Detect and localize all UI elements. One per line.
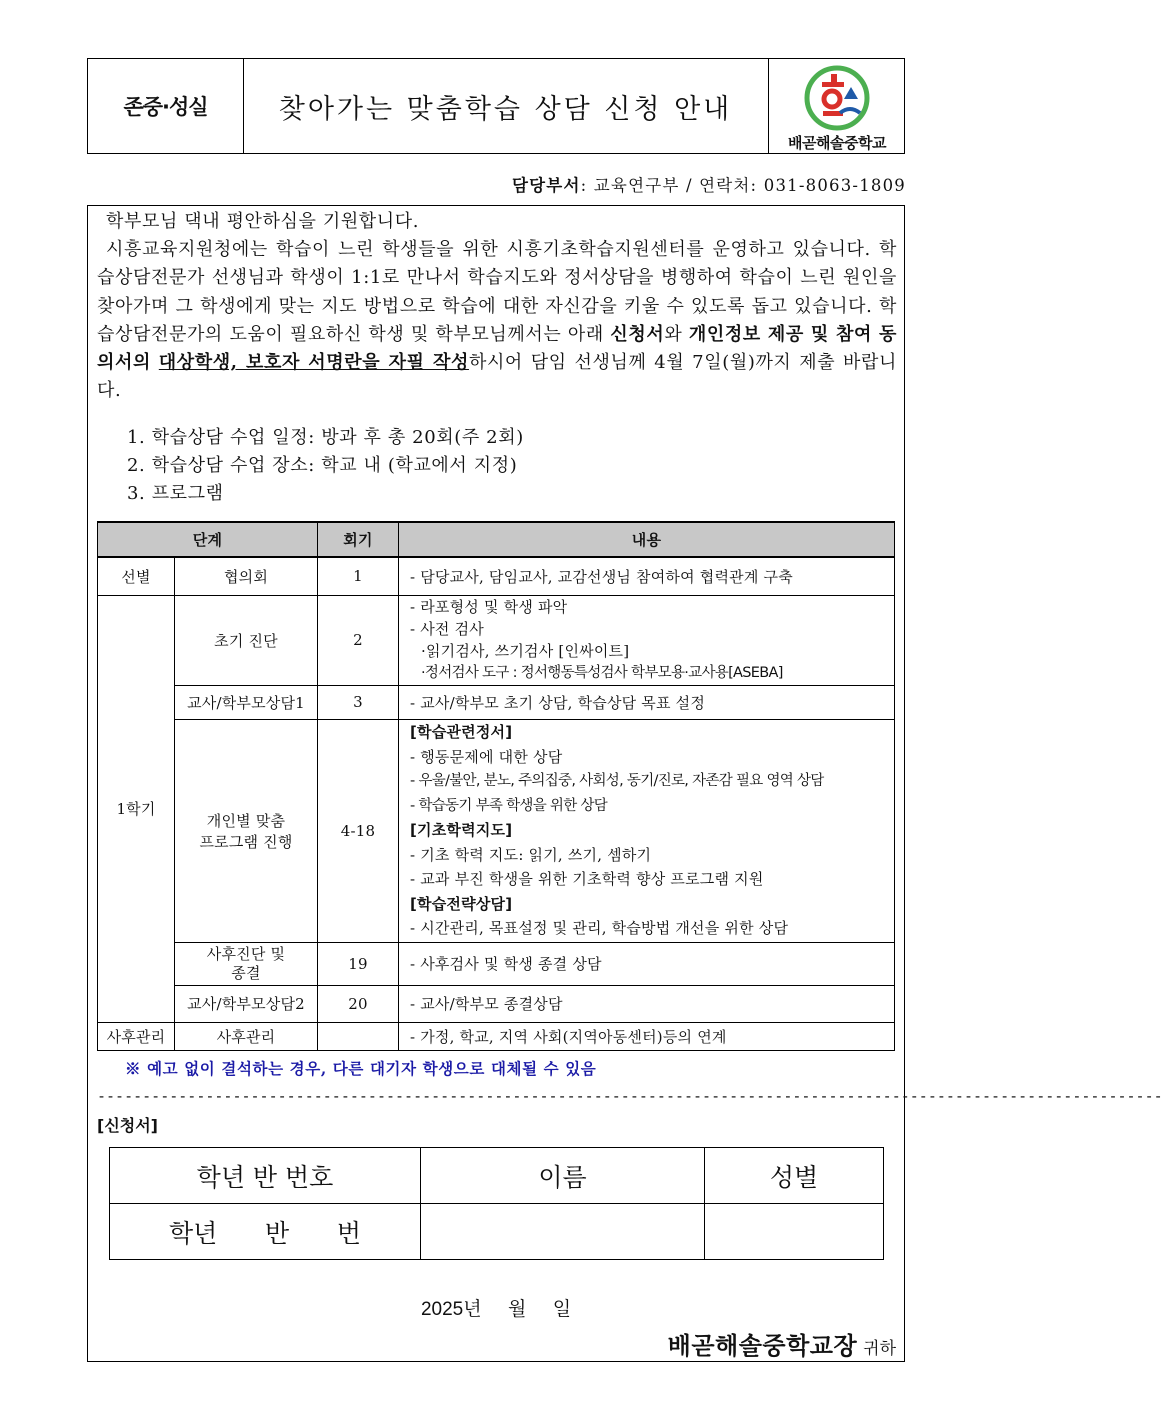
table-row [98,685,895,719]
content-line: - 우울/불안, 분노, 주의집중, 사회성, 동기/진로, 자존감 필요 영역 상담 [410,773,824,790]
gender-header: 성별 [705,1148,884,1204]
row-content: - 사후검사 및 학생 종결 상담 [399,942,895,985]
table-row [98,595,895,685]
row-session: 3 [318,685,399,719]
document-title: 찾아가는 맞춤학습 상담 신청 안내 [243,59,769,153]
dept-label: 담당부서 [512,176,581,195]
greeting: 학부모님 댁내 평안하심을 기원합니다. [106,211,420,232]
intro-text-2: 하시어 담임 선생님께 4월 7일(월)까지 제출 바랍니다. [97,352,897,402]
header-stage: 단계 [98,522,318,557]
recipient [668,1326,896,1361]
row-session: 4-18 [318,719,399,942]
contact-line [512,172,906,196]
absence-notice: ※ 예고 없이 결석하는 경우, 다른 대기자 학생으로 대체될 수 있음 [125,1059,597,1078]
school-logo-icon [804,65,870,131]
intro-bold-2: 개인정보 제공 및 참여 동의서의 [97,323,897,374]
info-list [127,424,524,508]
row-name: 초기 진단 [175,595,318,685]
name-field[interactable] [421,1204,705,1260]
row-session: 1 [318,557,399,595]
row-name: 협의회 [175,557,318,595]
content-heading: [학습관련정서] [410,723,513,742]
row-content: - 가정, 학교, 지역 사회(지역아동센터)등의 연계 [399,1022,895,1050]
table-row [98,719,895,942]
content-heading: [기초학력지도] [410,821,513,840]
content-line: - 행동문제에 대한 상담 [410,747,563,766]
recipient-suffix: 귀하 [863,1339,896,1359]
intro-body [97,236,897,405]
cut-line-divider: ---------------------------------------------------------------------------------------------------------------------- [97,1087,1163,1105]
table-row [98,1022,895,1050]
header-session: 회기 [318,522,399,557]
row-content: - 담당교사, 담임교사, 교감선생님 참여하여 협력관계 구축 [399,557,895,595]
intro-space [151,352,159,373]
row-name [175,719,318,942]
application-input-row [110,1204,884,1260]
content-line: - 라포형성 및 학생 파악 [410,598,568,616]
row-name-line: 프로그램 진행 [199,832,293,851]
row-session: 20 [318,985,399,1022]
intro-underlined: 대상학생, 보호자 서명란을 자필 작성 [158,352,469,374]
school-motto: 존중·성실 [88,59,244,153]
recipient-name: 배곧해솔중학교장 [667,1332,858,1360]
row-session: 2 [318,595,399,685]
program-table [97,521,895,1051]
row-content: - 교사/학부모 종결상담 [399,985,895,1022]
intro-bold-1: 신청서 [610,323,665,345]
row-content [399,719,895,942]
dept-contact: : 교육연구부 / 연락처: 031-8063-1809 [580,176,906,195]
list-item: 3. 프로그램 [127,483,224,504]
content-line: - 교과 부진 학생을 위한 기초학력 향상 프로그램 지원 [410,870,764,889]
row-name-line: 사후진단 및 [206,944,286,963]
intro-text-1: 시흥교육지원청에는 학습이 느린 학생들을 위한 시흥기초학습지원센터를 운영하고 있습니다. 학습상담전문가 선생님과 학생이 1:1로 만나서 학습지도와 정서상담을 병행하여 학습이 느린 원인을 찾아가며 그 학생에게 맞는 지도 방법으로 학습에 대한 자신감을 키울 수 있도록 돕고 있습니다. 학습상담전문가의 도움이 필요하신 학생 및 학부모님께서는 아래 [97,239,897,345]
content-line: - 사전 검사 [410,620,484,638]
intro-text-mid: 와 [664,323,689,345]
content-heading: [학습전략상담] [410,894,513,913]
table-row [98,557,895,595]
grade-class-number-field[interactable]: 학년 반 번 [110,1204,421,1260]
name-header: 이름 [421,1148,705,1204]
row-name: 교사/학부모상담2 [175,985,318,1022]
table-row [98,985,895,1022]
content-line: - 학습동기 부족 학생을 위한 상담 [410,797,608,814]
row-content [399,595,895,685]
stage-aftercare: 사후관리 [98,1022,175,1050]
row-content: - 교사/학부모 초기 상담, 학습상담 목표 설정 [399,685,895,719]
intro-paragraph [97,208,897,405]
document-header [87,58,905,154]
application-label: [신청서] [97,1116,158,1135]
row-name [175,942,318,985]
application-header-row [110,1148,884,1204]
row-session [318,1022,399,1050]
stage-semester: 1학기 [98,595,175,1022]
header-content: 내용 [399,522,895,557]
application-table [109,1147,884,1260]
row-name-line: 개인별 맞춤 [206,811,286,830]
content-line: ·읽기검사, 쓰기검사 [인싸이트] [421,642,630,660]
grade-class-number-header: 학년 반 번호 [110,1148,421,1204]
school-logo-cell [768,59,906,153]
row-session: 19 [318,942,399,985]
content-line: - 시간관리, 목표설정 및 관리, 학습방법 개선을 위한 상담 [410,919,789,938]
table-header-row [98,522,895,557]
table-row [98,942,895,985]
content-line: - 기초 학력 지도: 읽기, 쓰기, 셈하기 [410,845,652,864]
submission-date: 2025년 월 일 [420,1299,572,1320]
stage-screening: 선별 [98,557,175,595]
list-item: 1. 학습상담 수업 일정: 방과 후 총 20회(주 2회) [127,427,524,448]
gender-field[interactable] [705,1204,884,1260]
row-name: 사후관리 [175,1022,318,1050]
list-item: 2. 학습상담 수업 장소: 학교 내 (학교에서 지정) [127,455,518,476]
content-line: ·정서검사 도구 : 정서행동특성검사 학부모용·교사용[ASEBA] [421,665,783,681]
school-logo-name: 배곧해솔중학교 [788,134,886,152]
row-name: 교사/학부모상담1 [175,685,318,719]
row-name-line: 종결 [231,963,261,982]
